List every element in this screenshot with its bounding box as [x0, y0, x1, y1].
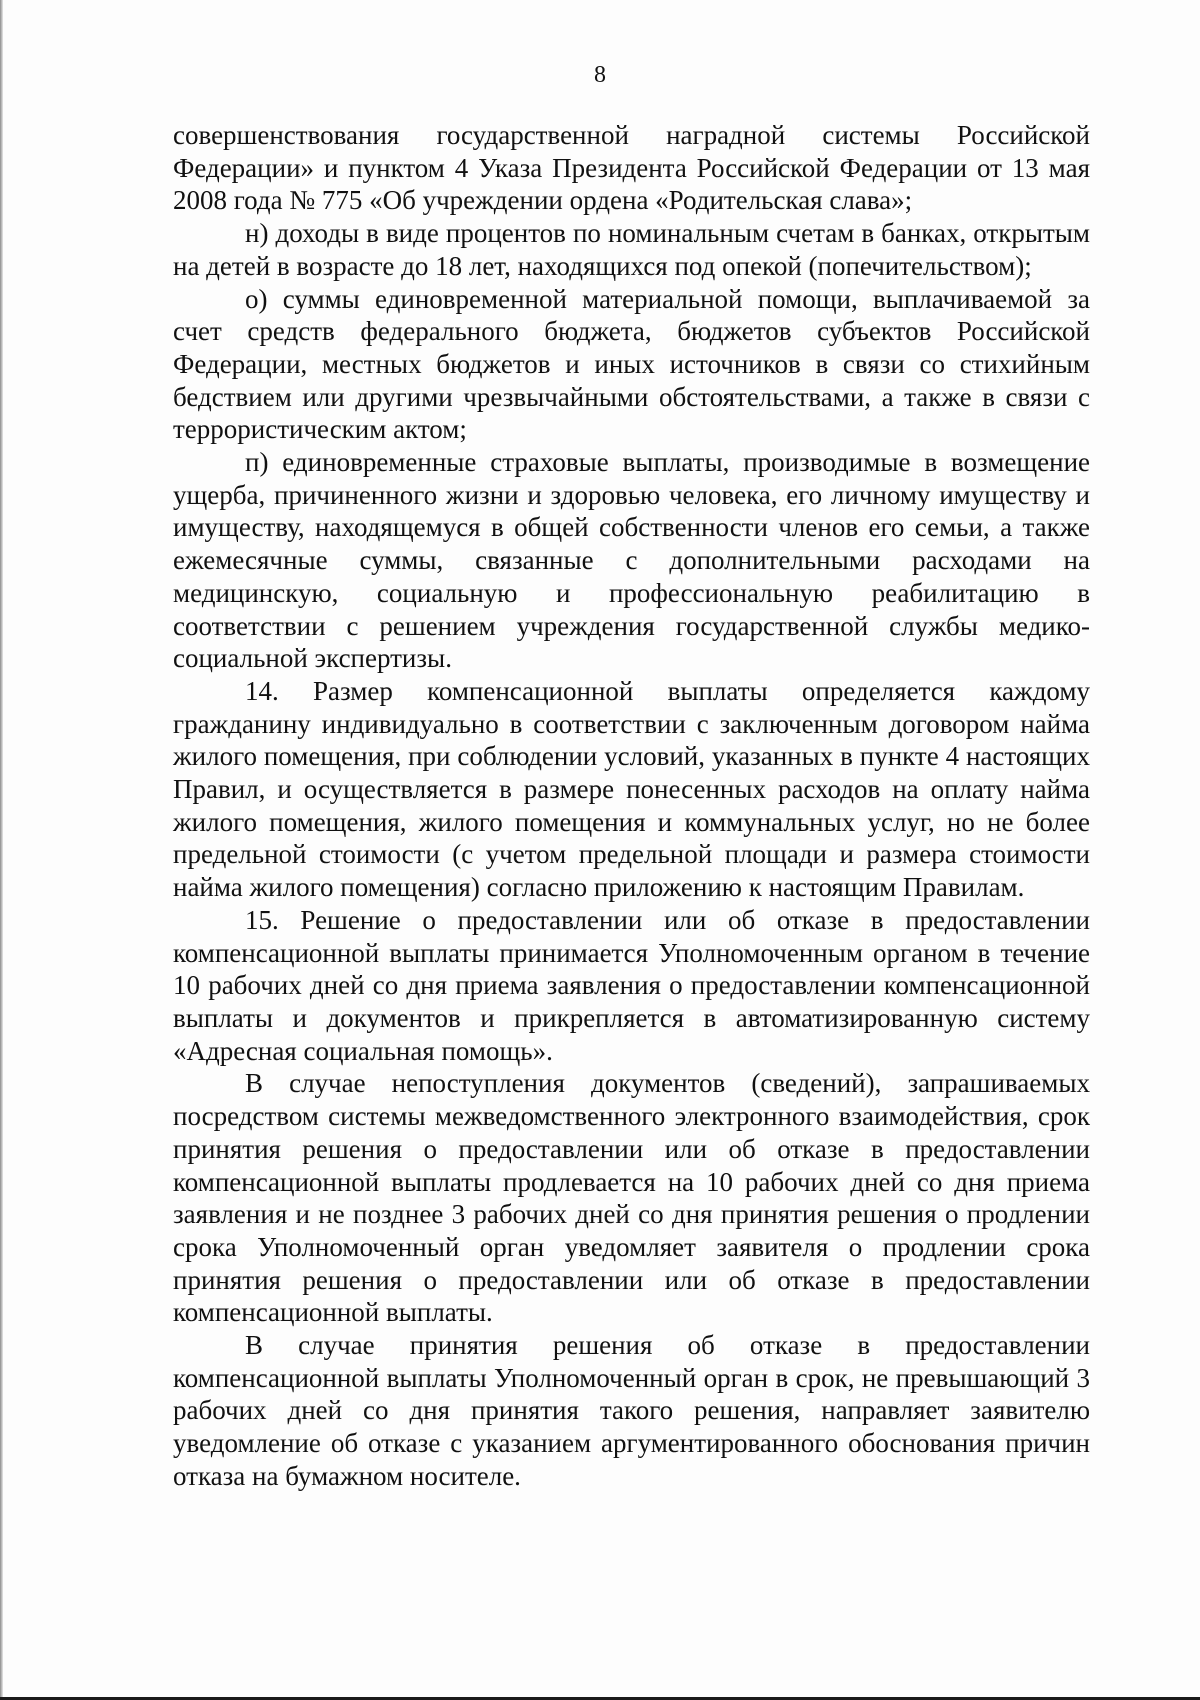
paragraph-refusal-case: В случае принятия решения об отказе в предоставлении компенсационной выплаты Уполномоченный орган в срок, не превышающий 3 рабочих дней со дня принятия такого решения, направляет заявителю уведомление об отказе с указанием аргументированного обоснования причин отказа на бумажном носителе.	[173, 1330, 1090, 1491]
paragraph-extension-case: В случае непоступления документов (сведений), запрашиваемых посредством системы межведомственного электронного взаимодействия, срок принятия решения о предоставлении или об отказе в предоставлении компенсационной выплаты продлевается на 10 рабочих дней со дня приема заявления и не позднее 3 рабочих дней со дня принятия решения о продлении срока Уполномоченный орган уведомляет заявителя о продлении срока принятия решения о предоставлении или об отказе в предоставлении компенсационной выплаты.	[173, 1068, 1090, 1328]
page-number: 8	[594, 62, 606, 88]
paragraph-item-n: н) доходы в виде процентов по номинальным счетам в банках, открытым на детей в возрасте до 18 лет, находящихся под опекой (попечительством);	[173, 218, 1090, 281]
document-body	[173, 119, 1090, 1493]
paragraph-item-p: п) единовременные страховые выплаты, производимые в возмещение ущерба, причиненного жизни и здоровью человека, его личному имуществу и имуществу, находящемуся в общей собственности членов его семьи, а также ежемесячные суммы, связанные с дополнительными расходами на медицинскую, социальную и профессиональную реабилитацию в соответствии с решением учреждения государственной службы медико-социальной экспертизы.	[173, 447, 1090, 674]
paragraph-clause-15: 15. Решение о предоставлении или об отказе в предоставлении компенсационной выплаты принимается Уполномоченным органом в течение 10 рабочих дней со дня приема заявления о предоставлении компенсационной выплаты и документов и прикрепляется в автоматизированную систему «Адресная социальная помощь».	[173, 904, 1090, 1066]
scan-left-edge	[0, 0, 3, 1700]
paragraph-continuation: совершенствования государственной наградной системы Российской Федерации» и пунктом 4 Указа Президента Российской Федерации от 13 мая 2008 года № 775 «Об учреждении ордена «Родительская слава»;	[173, 120, 1090, 216]
paragraph-clause-14: 14. Размер компенсационной выплаты определяется каждому гражданину индивидуально в соответствии с заключенным договором найма жилого помещения, при соблюдении условий, указанных в пункте 4 настоящих Правил, и осуществляется в размере понесенных расходов на оплату найма жилого помещения, жилого помещения и коммунальных услуг, но не более предельной стоимости (с учетом предельной площади и размера стоимости найма жилого помещения) согласно приложению к настоящим Правилам.	[173, 675, 1090, 903]
paragraph-item-o: о) суммы единовременной материальной помощи, выплачиваемой за счет средств федерального бюджета, бюджетов субъектов Российской Федерации, местных бюджетов и иных источников в связи со стихийным бедствием или другими чрезвычайными обстоятельствами, а также в связи с террористическим актом;	[173, 283, 1090, 445]
